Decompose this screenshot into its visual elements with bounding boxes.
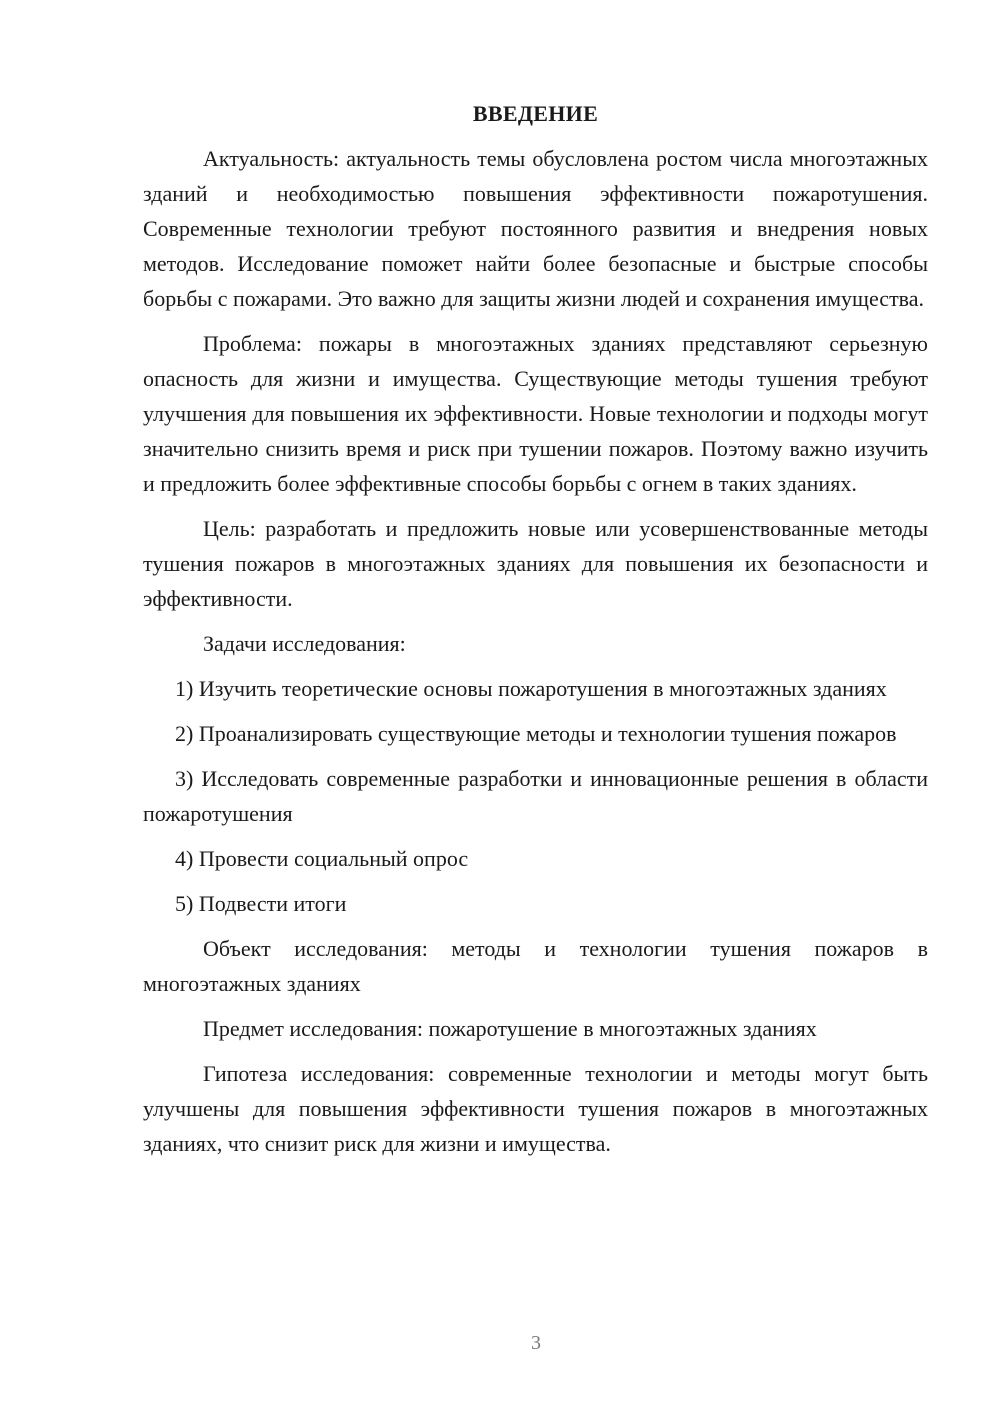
task-item: 1) Изучить теоретические основы пожаротушения в многоэтажных зданиях	[175, 676, 887, 701]
page-number: 3	[531, 1332, 541, 1354]
tasks-heading: Задачи исследования:	[203, 631, 406, 656]
document-page	[143, 96, 928, 1171]
task-item: 3) Исследовать современные разработки и инновационные решения в области пожаротушения	[143, 766, 928, 826]
hypothesis-paragraph: Гипотеза исследования: современные технологии и методы могут быть улучшены для повышения эффективности тушения пожаров в многоэтажных зданиях, что снизит риск для жизни и имущества.	[143, 1061, 928, 1156]
goal-paragraph: Цель: разработать и предложить новые или усовершенствованные методы тушения пожаров в многоэтажных зданиях для повышения их безопасности и эффективности.	[143, 516, 928, 611]
section-title: ВВЕДЕНИЕ	[472, 101, 599, 126]
subject-paragraph: Предмет исследования: пожаротушение в многоэтажных зданиях	[203, 1016, 817, 1041]
task-item: 5) Подвести итоги	[175, 891, 347, 916]
relevance-paragraph: Актуальность: актуальность темы обусловлена ростом числа многоэтажных зданий и необходимостью повышения эффективности пожаротушения. Современные технологии требуют постоянного развития и внедрения новых методов. Исследование поможет найти более безопасные и быстрые способы борьбы с пожарами. Это важно для защиты жизни людей и сохранения имущества.	[143, 146, 928, 311]
task-item: 4) Провести социальный опрос	[175, 846, 469, 871]
object-paragraph: Объект исследования: методы и технологии тушения пожаров в многоэтажных зданиях	[143, 936, 928, 996]
task-item: 2) Проанализировать существующие методы и технологии тушения пожаров	[175, 721, 897, 746]
problem-paragraph: Проблема: пожары в многоэтажных зданиях представляют серьезную опасность для жизни и имущества. Существующие методы тушения требуют улучшения для повышения их эффективности. Новые технологии и подходы могут значительно снизить время и риск при тушении пожаров. Поэтому важно изучить и предложить более эффективные способы борьбы с огнем в таких зданиях.	[143, 331, 928, 496]
